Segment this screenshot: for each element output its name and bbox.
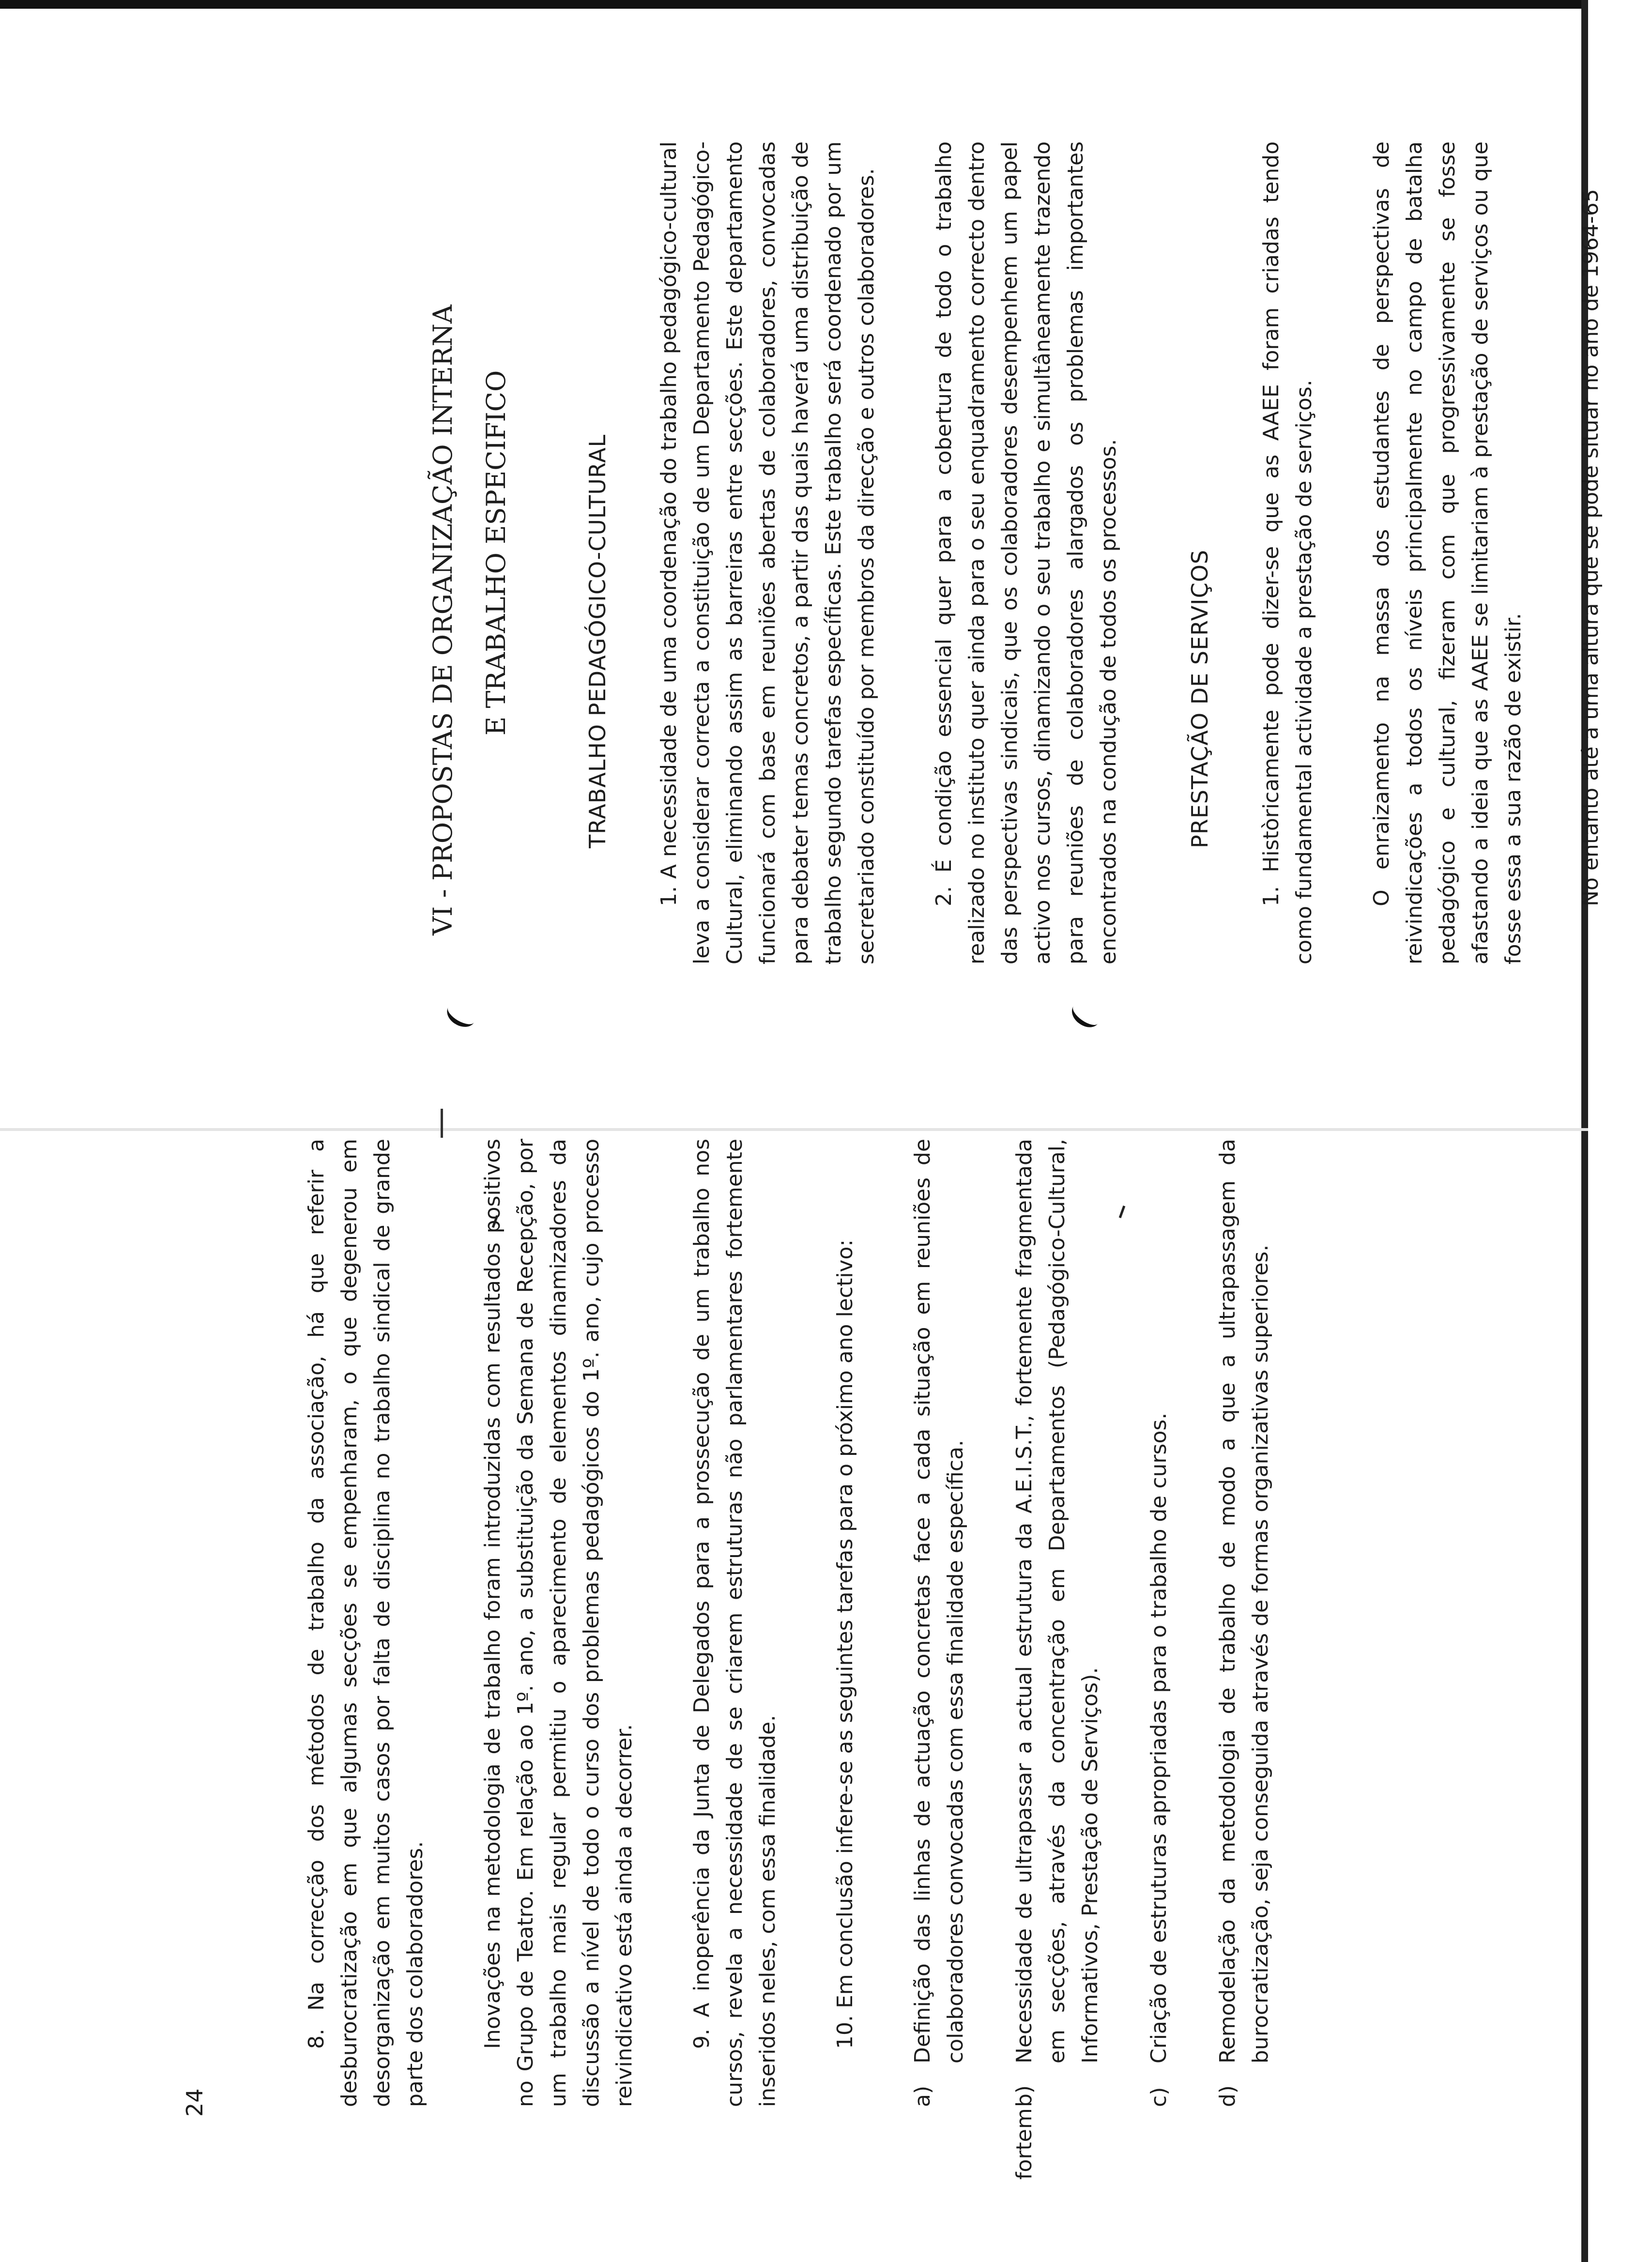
right-column [339,141,1652,964]
list-item [1143,1139,1176,2107]
paragraph-services-2: O enraizamento na massa dos estudantes de perspectivas de reivindicações a todos os níveis principalmente no campo de batalha pedagógico e cultural, fizeram com que progressivamente se fosse afastando a ideia que as AAEE se limitariam à prestação de serviços ou que fosse essa a sua razão de existir. [1369,141,1526,964]
list-letter: d) [1215,2085,1240,2107]
list-letter: c) [1147,2087,1171,2107]
list-letter: b) [1012,2085,1037,2107]
list-letter: a) [910,2085,935,2107]
paragraph-8: 8. Na correcção dos métodos de trabalho da associação, há que referir a desburocratização em que algumas secções se empenharam, o que degenerou em desorganização em muitos casos por falta de disciplina no trabalho sindical de grande parte dos colaboradores. [304,1139,428,2107]
subheading-pedagogic: TRABALHO PEDAGÓGICO-CULTURAL [584,434,611,848]
subheading-services: PRESTAÇÃO DE SERVIÇOS [1187,549,1213,848]
paragraph-innovations: Inovações na metodologia de trabalho foram introduzidas com resultados positivos no Grupo de Teatro. Em relação ao 1º. ano, a substituição da Semana de Recepção, por um trabalho mais regular permitiu o aparecimento de elementos dinamizadores da discussão a nível de todo o curso dos problemas pedagógicos do 1º. ano, cujo processo reivindicativo está ainda a decorrer. [480,1139,637,2107]
paragraph-9: 9. A inoperência da Junta de Delegados para a prossecução de um trabalho nos cursos, revela a necessidade de se criarem estruturas não parlamentares fortemente inseridos neles, com essa finalidade. [689,1139,780,2107]
page-number: 24 [182,2088,208,2117]
paragraph-pedagogic-2: 2. É condição essencial quer para a cobertura de todo o trabalho realizado no instituto quer ainda para o seu enquadramento correcto dentro das perspectivas sindicais, que os colaboradores desempenhem um papel activo nos cursos, dinamizando o seu trabalho e simultâneamente trazendo para reuniões de colaboradores alargados os problemas importantes encontrados na condução de todos os processos. [932,141,1121,964]
list-text: Remodelação da metodologia de trabalho de modo a que a ultrapassagem da burocratização, seja conseguida através de formas organizativas superiores. [1215,1139,1273,2063]
paragraph-10: 10. Em conclusão infere-se as seguintes tarefas para o próximo ano lectivo: [833,1239,857,2049]
paragraph-pedagogic-1: 1. A necessidade de uma coordenação do trabalho pedagógico-cultural leva a considerar correcta a constituição de um Departamento Pedagógico-Cultural, eliminando assim as barreiras entre secções. Este departamento funcionará com base em reuniões abertas de colaboradores, convocadas para debater temas concretos, a partir das quais haverá uma distribuição de trabalho segundo tarefas específicas. Este trabalho será coordenado por um secretariado constituído por membros da direcção e outros colaboradores. [657,141,879,964]
left-column [300,1139,1313,2180]
margin-note: fortem [1012,2108,1037,2180]
section-title: VI - PROPOSTAS DE ORGANIZAÇÃO INTERNA [428,305,458,935]
list-text: Definição das linhas de actuação concretas face a cada situação em reuniões de colaboradores convocadas com essa finalidade específica. [910,1139,968,2063]
paragraph-services-1: 1. Històricamente pode dizer-se que as AAEE foram criadas tendo como fundamental actividade a prestação de serviços. [1259,141,1316,964]
paragraph-services-3: No entanto até a uma altura que se pode situar no ano de 1964-65 [1578,189,1603,906]
list-text: Necessidade de ultrapassar a actual estrutura da A.E.I.S.T., fortemente fragmentada em secções, através da concentração em Departamentos (Pedagógico-Cultural, Informativos, Prestação de Serviços). [1012,1139,1102,2063]
list-item [1211,1139,1277,2107]
list-text: Criação de estruturas apropriadas para o trabalho de cursos. [1147,1412,1171,2063]
list-item [1008,1139,1107,2180]
list-item [906,1139,972,2107]
section-title-continued: E TRABALHO ESPECIFICO [481,370,511,736]
